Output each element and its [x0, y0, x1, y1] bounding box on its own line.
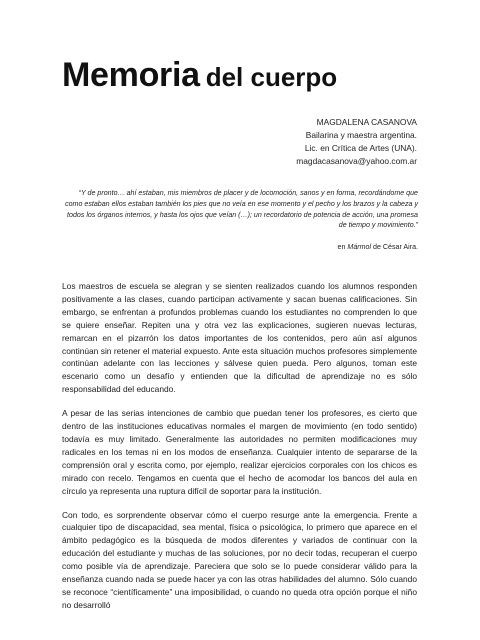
body-paragraph-2: A pesar de las serias intenciones de cambio que puedan tener los profesores, es cierto que dentro de las instituciones educativas normales el margen de movimiento (en todo sentido) todavía es muy limitado. Generalmente las autoridades no permiten modificaciones muy radicales en los temas ni en los modos de enseñanza. Cualquier intento de separarse de la comprensión oral y escrita como, por ejemplo, realizar ejercicios corporales con los chicos es mirado con recelo. Tengamos en cuenta que el hecho de acomodar los bancos del aula en círculo ya representa una ruptura difícil de soportar para la institución. — [62, 408, 417, 496]
article-body — [62, 280, 417, 623]
author-name: MAGDALENA CASANOVA — [316, 117, 417, 127]
epigraph-source — [338, 243, 418, 251]
epigraph-quote: “Y de pronto… ahí estaban, mis miembros de placer y de locomoción, sanos y en forma, recordándome que como estaban ellos estaban también los pies que no veía en ese momento y el pecho y los brazos y la cabeza y todos los órganos internos, y hasta los ojos que veían (…); un recordatorio de potencia de acción, una promesa de tiempo y movimiento.” — [65, 189, 418, 230]
author-email: magdacasanova@yahoo.com.ar — [296, 156, 417, 166]
source-title: Mármol — [347, 243, 372, 251]
source-suffix: de César Aira. — [373, 243, 418, 251]
author-role: Bailarina y maestra argentina. — [305, 130, 417, 140]
author-block — [296, 116, 417, 168]
title-rest: del cuerpo — [205, 62, 338, 92]
author-degree: Lic. en Crítica de Artes (UNA). — [304, 143, 417, 153]
body-paragraph-1: Los maestros de escuela se alegran y se sienten realizados cuando los alumnos responden positivamente a las clases, cuando participan activamente y sacan buenas calificaciones. Sin embargo, se enfrentan a profundos problemas cuando los estudiantes no comprenden lo que se quiere enseñar. Repiten una y otra vez las explicaciones, sugieren nuevas lecturas, remarcan en el pizarrón los datos importantes de los contenidos, pero aún así algunos continúan sin retener el material expuesto. Ante esta situación muchos profesores simplemente continúan adelante con las lecciones y sálvese quien pueda. Pero algunos, toman este escenario como un desafío y entienden que la dificultad de aprendizaje no es sólo responsabilidad del educando. — [62, 281, 417, 395]
source-prefix: en — [337, 243, 346, 251]
body-paragraph-3: Con todo, es sorprendente observar cómo el cuerpo resurge ante la emergencia. Frente a cualquier tipo de discapacidad, sea mental, física o psicológica, lo primero que aparece en el ámbito pedagógico es la búsqueda de modos diferentes y variados de continuar con la educación del estudiante y muchas de las soluciones, por no decir todas, recuperan el cuerpo como posible vía de aprendizaje. Pareciera que solo se lo puede considerar válido para la enseñanza cuando nada se puede hacer ya con las otras habilidades del alumno. Sólo cuando se reconoce “científicamente” una imposibilidad, o cuando no queda otra opción porque el niño no desarrolló — [62, 509, 417, 610]
article-title — [62, 58, 337, 92]
title-main: Memoria — [62, 56, 200, 94]
